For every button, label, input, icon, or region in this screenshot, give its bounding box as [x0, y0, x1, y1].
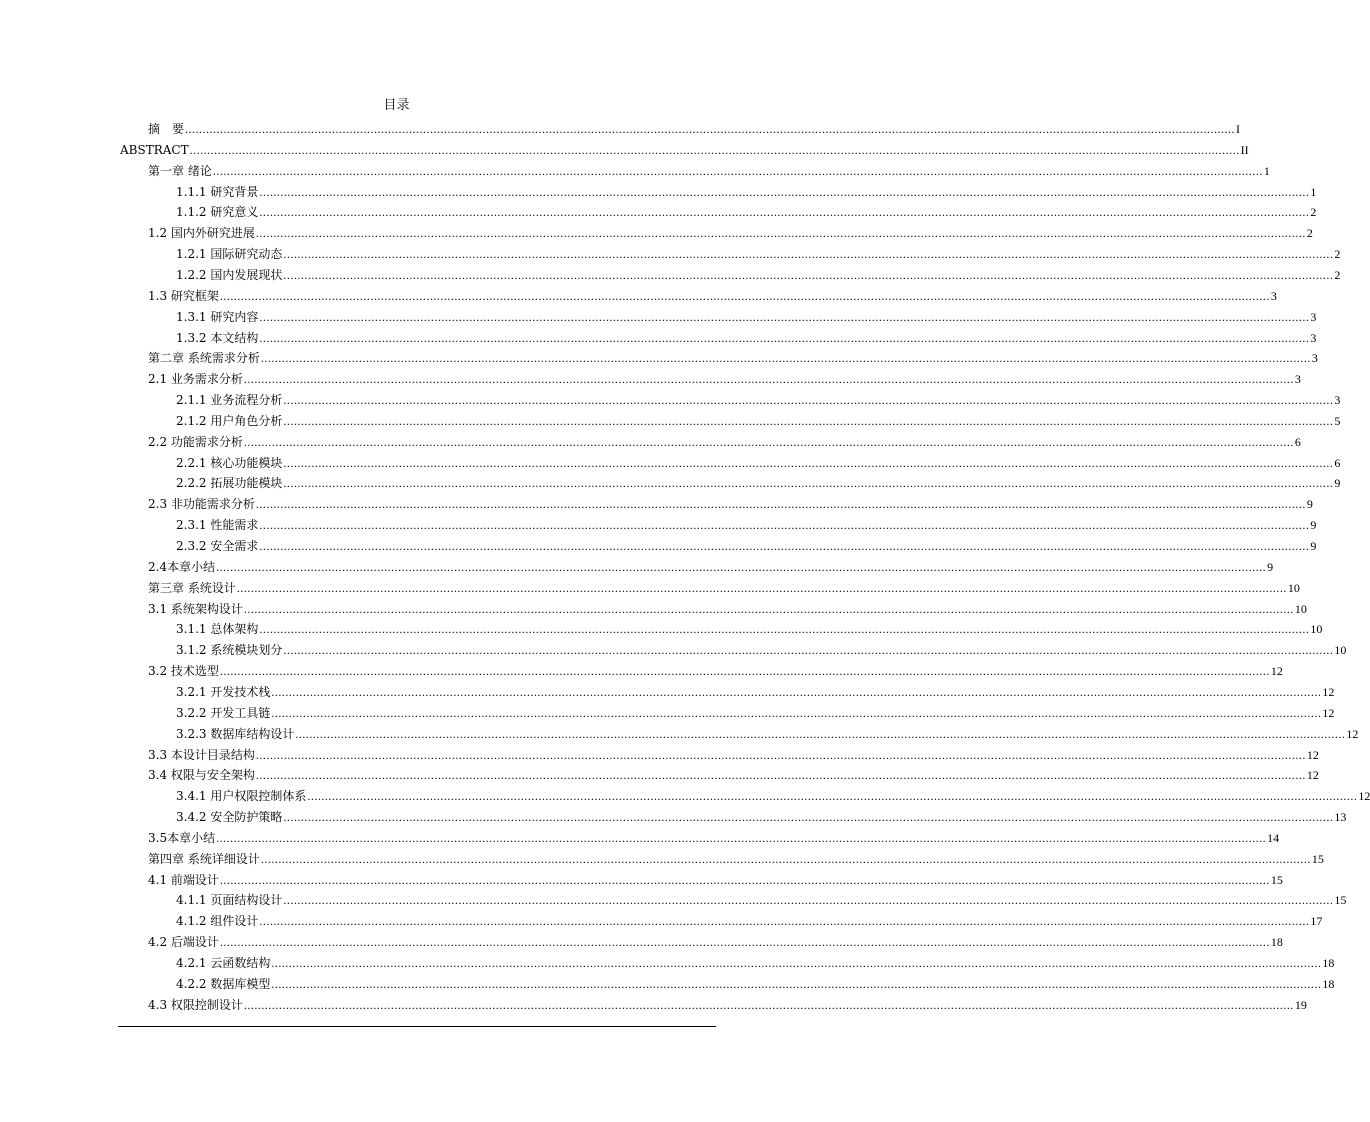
toc-entry-page: 3	[1310, 309, 1317, 324]
toc-entry-page: 10	[1334, 643, 1347, 658]
toc-entry-page: 9	[1306, 497, 1313, 512]
toc-entry-label: 2.3 非功能需求分析	[148, 497, 255, 512]
toc-entry[interactable]	[176, 513, 1317, 533]
toc-entry[interactable]	[176, 388, 1341, 408]
toc-leader-dots: ............................................................................................................................................................................................................................................................................................................	[243, 372, 1294, 387]
toc-entry-label: 3.1 系统架构设计	[148, 601, 243, 616]
toc-leader-dots: ............................................................................................................................................................................................................................................................................................................	[255, 226, 1306, 241]
toc-entry-label: 第三章 系统设计	[148, 580, 236, 595]
toc-entry[interactable]	[176, 326, 1317, 346]
toc-leader-dots: ............................................................................................................................................................................................................................................................................................................	[271, 956, 1322, 970]
toc-entry-page: 12	[1346, 726, 1359, 741]
toc-entry-page: 12	[1306, 747, 1319, 762]
toc-entry-label: 2.1.2 用户角色分析	[176, 413, 283, 428]
toc-leader-dots: ............................................................................................................................................................................................................................................................................................................	[255, 497, 1306, 512]
toc-entry-label: 3.2.2 开发工具链	[176, 705, 271, 720]
toc-entry-label: 2.2 功能需求分析	[148, 434, 243, 449]
toc-entry-page: I	[1236, 122, 1241, 136]
toc-leader-dots: ............................................................................................................................................................................................................................................................................................................	[260, 851, 1311, 866]
toc-entry-page: 6	[1334, 455, 1341, 470]
toc-entry[interactable]	[148, 221, 1313, 241]
toc-entry-page: 12	[1306, 768, 1319, 783]
toc-leader-dots: ............................................................................................................................................................................................................................................................................................................	[212, 163, 1263, 178]
toc-entry[interactable]	[148, 743, 1319, 763]
toc-leader-dots: ............................................................................................................................................................................................................................................................................................................	[243, 601, 1294, 616]
toc-entry[interactable]	[148, 659, 1283, 679]
toc-leader-dots: ............................................................................................................................................................................................................................................................................................................	[283, 810, 1334, 825]
toc-entry-label: 1.3.2 本文结构	[176, 330, 259, 345]
toc-entry-page: 18	[1322, 976, 1335, 991]
toc-entry[interactable]	[176, 242, 1341, 262]
toc-entry-label: 1.3 研究框架	[148, 288, 219, 303]
toc-leader-dots: ............................................................................................................................................................................................................................................................................................................	[283, 643, 1334, 658]
toc-entry[interactable]	[176, 263, 1341, 283]
toc-entry-page: 15	[1311, 851, 1324, 866]
toc-entry-label: 第四章 系统详细设计	[148, 851, 260, 866]
toc-entry[interactable]	[148, 159, 1270, 179]
toc-entry-label: 3.3 本设计目录结构	[148, 747, 255, 762]
toc-entry-label: 4.1.1 页面结构设计	[176, 893, 283, 908]
toc-leader-dots: ............................................................................................................................................................................................................................................................................................................	[283, 413, 1334, 428]
toc-leader-dots: ............................................................................................................................................................................................................................................................................................................	[259, 330, 1310, 345]
toc-entry-label: 3.4.2 安全防护策略	[176, 810, 283, 825]
toc-leader-dots: ............................................................................................................................................................................................................................................................................................................	[283, 455, 1334, 470]
toc-entry[interactable]	[176, 951, 1335, 971]
toc-entry-label: 1.1.2 研究意义	[176, 205, 259, 220]
toc-leader-dots: ............................................................................................................................................................................................................................................................................................................	[189, 142, 1240, 157]
toc-entry-page: 10	[1310, 622, 1323, 637]
toc-entry[interactable]	[148, 847, 1324, 867]
toc-entry-label: 3.4 权限与安全架构	[148, 768, 255, 783]
toc-entry-page: 6	[1294, 434, 1301, 449]
toc-entry-label: 3.1.2 系统模块划分	[176, 643, 283, 658]
toc-entry[interactable]	[176, 451, 1341, 471]
toc-entry-page: 2	[1334, 267, 1341, 282]
toc-entry-page: 17	[1310, 914, 1323, 929]
toc-title: 目录	[383, 98, 410, 113]
toc-entry[interactable]	[148, 930, 1283, 950]
toc-leader-dots: ............................................................................................................................................................................................................................................................................................................	[236, 580, 1287, 595]
toc-entry[interactable]	[176, 638, 1347, 658]
toc-entry[interactable]	[148, 763, 1319, 783]
toc-entry-label: 2.1 业务需求分析	[148, 372, 243, 387]
toc-entry-page: 14	[1267, 830, 1280, 845]
toc-entry-page: 10	[1294, 601, 1307, 616]
toc-entry-label: ABSTRACT	[120, 142, 189, 157]
toc-entry-page: 2	[1310, 205, 1317, 220]
toc-leader-dots: ............................................................................................................................................................................................................................................................................................................	[307, 789, 1358, 804]
toc-entry[interactable]	[148, 346, 1318, 366]
toc-entry-label: 3.2 技术选型	[148, 664, 219, 679]
toc-entry-label: 1.3.1 研究内容	[176, 309, 259, 324]
toc-entry[interactable]	[176, 305, 1317, 325]
toc-leader-dots: ............................................................................................................................................................................................................................................................................................................	[259, 309, 1310, 324]
toc-entry-label: 1.2 国内外研究进展	[148, 226, 255, 241]
toc-entry[interactable]	[120, 138, 1249, 158]
toc-entry-label: 4.1.2 组件设计	[176, 914, 259, 929]
toc-entry-page: 15	[1270, 872, 1283, 887]
toc-entry[interactable]	[176, 471, 1341, 491]
toc-leader-dots: ............................................................................................................................................................................................................................................................................................................	[243, 434, 1294, 449]
toc-entry[interactable]	[148, 868, 1283, 888]
toc-leader-dots: ............................................................................................................................................................................................................................................................................................................	[219, 288, 1270, 303]
toc-entry[interactable]	[148, 367, 1301, 387]
toc-entry-page: 3	[1270, 288, 1277, 303]
toc-entry-page: 9	[1310, 518, 1317, 533]
toc-leader-dots: ............................................................................................................................................................................................................................................................................................................	[259, 539, 1310, 553]
toc-entry[interactable]	[176, 701, 1335, 721]
toc-entry[interactable]	[176, 722, 1359, 742]
toc-leader-dots: ............................................................................................................................................................................................................................................................................................................	[219, 872, 1270, 887]
toc-entry[interactable]	[148, 826, 1280, 846]
toc-entry[interactable]	[148, 430, 1301, 450]
footer-divider	[118, 1026, 716, 1027]
toc-entry[interactable]	[148, 576, 1300, 596]
toc-entry-label: 2.3.2 安全需求	[176, 539, 259, 553]
toc-entry-label: 摘 要	[148, 122, 185, 136]
toc-leader-dots: ............................................................................................................................................................................................................................................................................................................	[259, 518, 1310, 533]
toc-entry-label: 2.2.2 拓展功能模块	[176, 476, 283, 491]
toc-leader-dots: ............................................................................................................................................................................................................................................................................................................	[271, 705, 1322, 720]
toc-entry[interactable]	[148, 993, 1307, 1013]
toc-leader-dots: ............................................................................................................................................................................................................................................................................................................	[259, 205, 1310, 220]
toc-entry-label: 4.2.2 数据库模型	[176, 976, 271, 991]
toc-entry-page: 13	[1334, 810, 1347, 825]
toc-leader-dots: ............................................................................................................................................................................................................................................................................................................	[271, 684, 1322, 699]
toc-entry[interactable]	[176, 680, 1335, 700]
toc-entry-page: 10	[1287, 580, 1300, 595]
toc-entry-page: 18	[1322, 956, 1335, 970]
toc-entry-label: 3.4.1 用户权限控制体系	[176, 789, 307, 804]
toc-entry-label: 3.2.3 数据库结构设计	[176, 726, 295, 741]
toc-entry-page: 1	[1310, 184, 1317, 199]
toc-leader-dots: ............................................................................................................................................................................................................................................................................................................	[295, 726, 1346, 741]
toc-leader-dots: ............................................................................................................................................................................................................................................................................................................	[260, 351, 1311, 366]
toc-leader-dots: ............................................................................................................................................................................................................................................................................................................	[219, 935, 1270, 950]
toc-entry-label: 1.2.1 国际研究动态	[176, 247, 283, 262]
toc-leader-dots: ............................................................................................................................................................................................................................................................................................................	[216, 830, 1267, 845]
toc-leader-dots: ............................................................................................................................................................................................................................................................................................................	[283, 267, 1334, 282]
toc-entry-page: 3	[1294, 372, 1301, 387]
toc-entry-label: 3.1.1 总体架构	[176, 622, 259, 637]
toc-entry-page: 1	[1263, 163, 1270, 178]
toc-entry-label: 第一章 绪论	[148, 163, 212, 178]
toc-entry[interactable]	[148, 555, 1274, 575]
toc-entry[interactable]	[148, 597, 1307, 617]
toc-entry[interactable]	[176, 888, 1347, 908]
toc-entry-page: 15	[1334, 893, 1347, 908]
toc-entry-label: 2.3.1 性能需求	[176, 518, 259, 533]
toc-entry-page: 12	[1322, 684, 1335, 699]
toc-leader-dots: ............................................................................................................................................................................................................................................................................................................	[216, 559, 1267, 574]
toc-entry-page: 9	[1310, 539, 1317, 553]
toc-leader-dots: ............................................................................................................................................................................................................................................................................................................	[259, 184, 1310, 199]
toc-entry-label: 4.3 权限控制设计	[148, 997, 243, 1012]
toc-entry-label: 4.2 后端设计	[148, 935, 219, 950]
toc-entry-page: II	[1240, 142, 1249, 157]
toc-entry[interactable]	[148, 492, 1313, 512]
toc-entry-page: 3	[1310, 330, 1317, 345]
toc-entry-label: 4.2.1 云函数结构	[176, 956, 271, 970]
toc-entry[interactable]	[176, 784, 1370, 804]
toc-entry-page: 9	[1267, 559, 1274, 574]
toc-entry[interactable]	[176, 909, 1323, 929]
toc-entry[interactable]	[148, 284, 1277, 304]
toc-entry-page: 2	[1306, 226, 1313, 241]
toc-entry-label: 1.1.1 研究背景	[176, 184, 259, 199]
toc-entry-page: 9	[1334, 476, 1341, 491]
toc-entry-page: 5	[1334, 413, 1341, 428]
toc-entry[interactable]	[176, 200, 1317, 220]
toc-entry[interactable]	[176, 534, 1317, 554]
toc-entry-label: 2.2.1 核心功能模块	[176, 455, 283, 470]
toc-leader-dots: ............................................................................................................................................................................................................................................................................................................	[283, 893, 1334, 908]
toc-leader-dots: ............................................................................................................................................................................................................................................................................................................	[243, 997, 1294, 1012]
toc-entry-label: 3.2.1 开发技术栈	[176, 684, 271, 699]
toc-entry-label: 第二章 系统需求分析	[148, 351, 260, 366]
toc-leader-dots: ............................................................................................................................................................................................................................................................................................................	[283, 393, 1334, 408]
toc-entry[interactable]	[176, 180, 1317, 200]
toc-entry-label: 3.5本章小结	[148, 830, 216, 845]
toc-entry[interactable]	[176, 805, 1347, 825]
toc-leader-dots: ............................................................................................................................................................................................................................................................................................................	[283, 476, 1334, 491]
toc-leader-dots: ............................................................................................................................................................................................................................................................................................................	[255, 768, 1306, 783]
toc-entry-page: 3	[1311, 351, 1318, 366]
toc-entry-page: 12	[1322, 705, 1335, 720]
toc-entry-page: 19	[1294, 997, 1307, 1012]
toc-entry-page: 18	[1270, 935, 1283, 950]
toc-entry-page: 3	[1334, 393, 1341, 408]
toc-entry[interactable]	[176, 972, 1335, 992]
toc-entry-page: 12	[1358, 789, 1370, 804]
toc-leader-dots: ............................................................................................................................................................................................................................................................................................................	[255, 747, 1306, 762]
toc-entry-label: 2.4本章小结	[148, 559, 216, 574]
toc-leader-dots: ............................................................................................................................................................................................................................................................................................................	[185, 122, 1236, 136]
toc-entry[interactable]	[176, 409, 1341, 429]
toc-entry-page: 2	[1334, 247, 1341, 262]
toc-entry-page: 12	[1270, 664, 1283, 679]
toc-leader-dots: ............................................................................................................................................................................................................................................................................................................	[259, 914, 1310, 929]
toc-entry-label: 1.2.2 国内发展现状	[176, 267, 283, 282]
toc-leader-dots: ............................................................................................................................................................................................................................................................................................................	[283, 247, 1334, 262]
toc-entry[interactable]	[148, 117, 1241, 137]
toc-entry-label: 4.1 前端设计	[148, 872, 219, 887]
toc-leader-dots: ............................................................................................................................................................................................................................................................................................................	[271, 976, 1322, 991]
toc-entry-label: 2.1.1 业务流程分析	[176, 393, 283, 408]
toc-entry[interactable]	[176, 617, 1323, 637]
toc-leader-dots: ............................................................................................................................................................................................................................................................................................................	[219, 664, 1270, 679]
toc-leader-dots: ............................................................................................................................................................................................................................................................................................................	[259, 622, 1310, 637]
